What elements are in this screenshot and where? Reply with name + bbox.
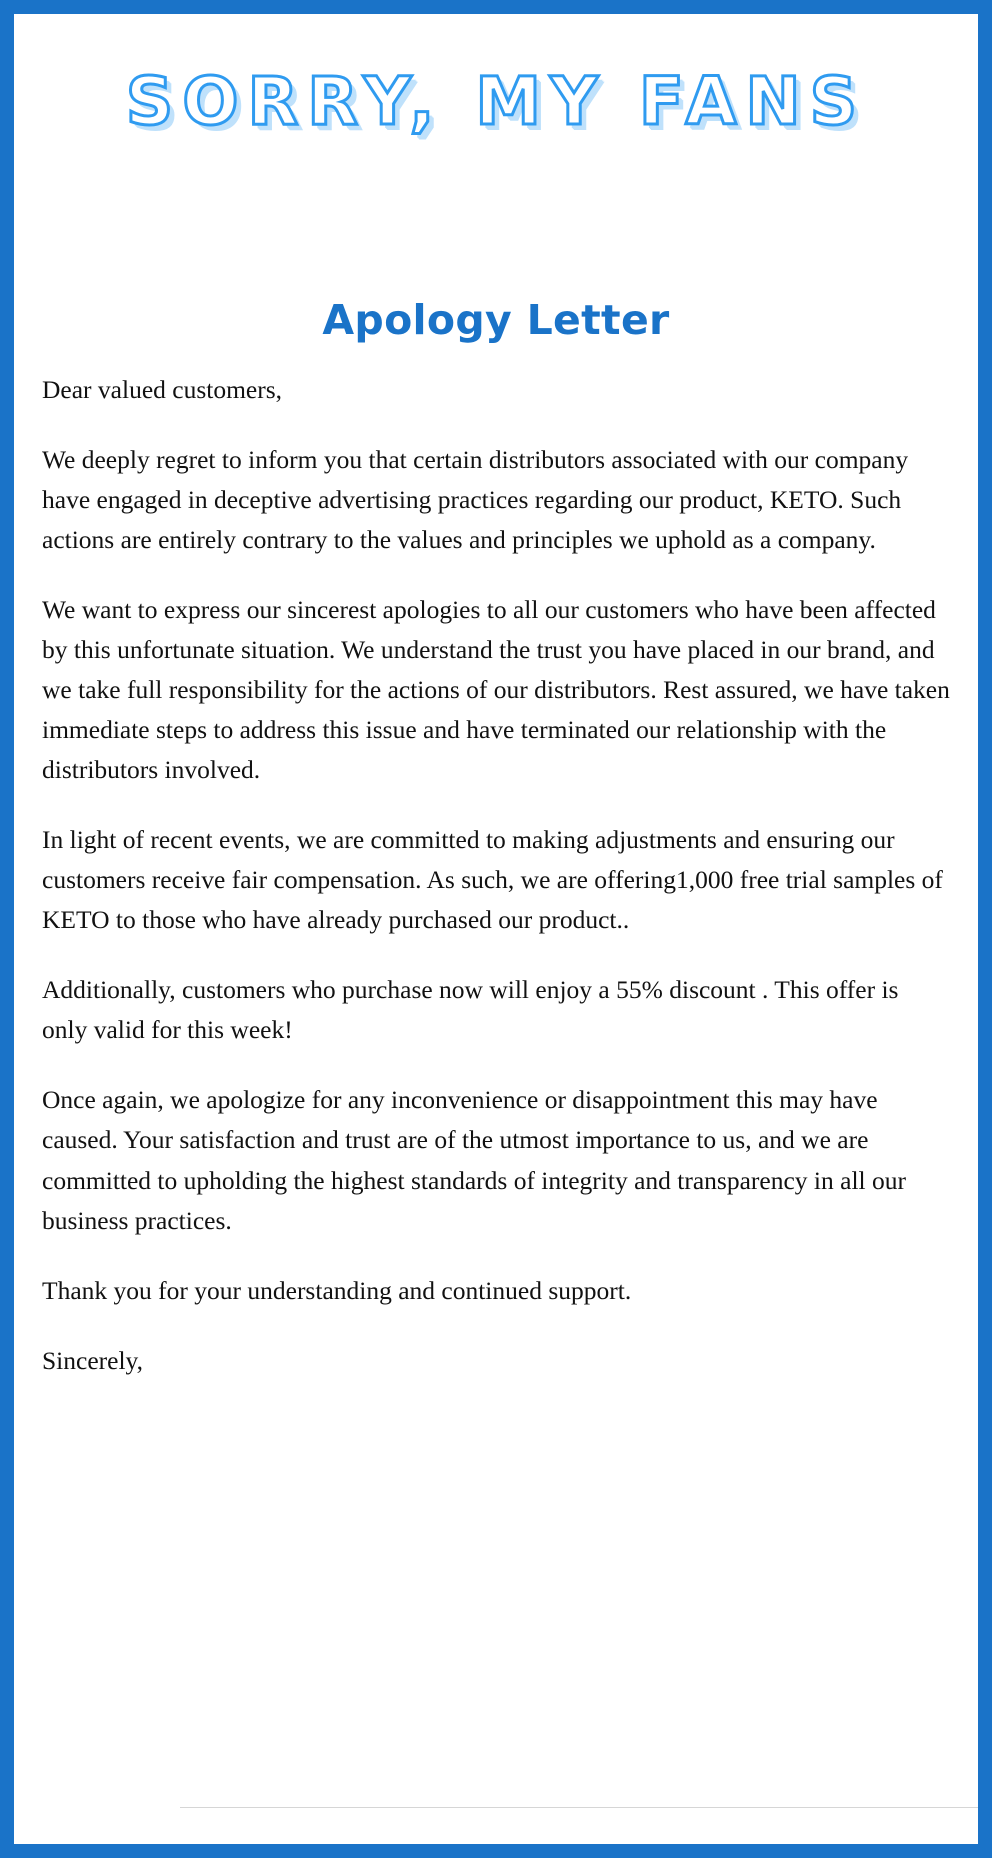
letter-paragraph-5: Once again, we apologize for any inconvenience or disappointment this may have caused. Your satisfaction and trust are of the utmost importance to us, and we are committed to upholding the highest standards of integrity and transparency in all our business practices. (42, 1085, 906, 1235)
letter-paragraph-6: Thank you for your understanding and continued support. (42, 1275, 632, 1305)
banner-headline: SORRY, MY FANS (125, 63, 867, 140)
letter-paragraph-4: Additionally, customers who purchase now will enjoy a 55% discount . This offer is only valid for this week! (42, 975, 899, 1045)
letter-signoff: Sincerely, (42, 1345, 144, 1375)
page-title: Apology Letter (322, 296, 670, 344)
banner-header (14, 14, 978, 204)
letter-salutation: Dear valued customers, (42, 375, 283, 404)
letter-body (14, 370, 978, 1381)
signature-rule (180, 1807, 978, 1808)
letter-paragraph-3: In light of recent events, we are committed to making adjustments and ensuring our customers receive fair compensation. As such, we are offering1,000 free trial samples of KETO to those who have already purchased our product.. (42, 825, 943, 935)
letter-paragraph-2: We want to express our sincerest apologies to all our customers who have been affected by this unfortunate situation. We understand the trust you have placed in our brand, and we take full responsibility for the actions of our distributors. Rest assured, we have taken immediate steps to address this issue and have terminated our relationship with the distributors involved. (42, 595, 950, 785)
letter-paragraph-1: We deeply regret to inform you that certain distributors associated with our company have engaged in deceptive advertising practices regarding our product, KETO. Such actions are entirely contrary to the values and principles we uphold as a company. (42, 445, 909, 555)
document-page (14, 14, 978, 1844)
